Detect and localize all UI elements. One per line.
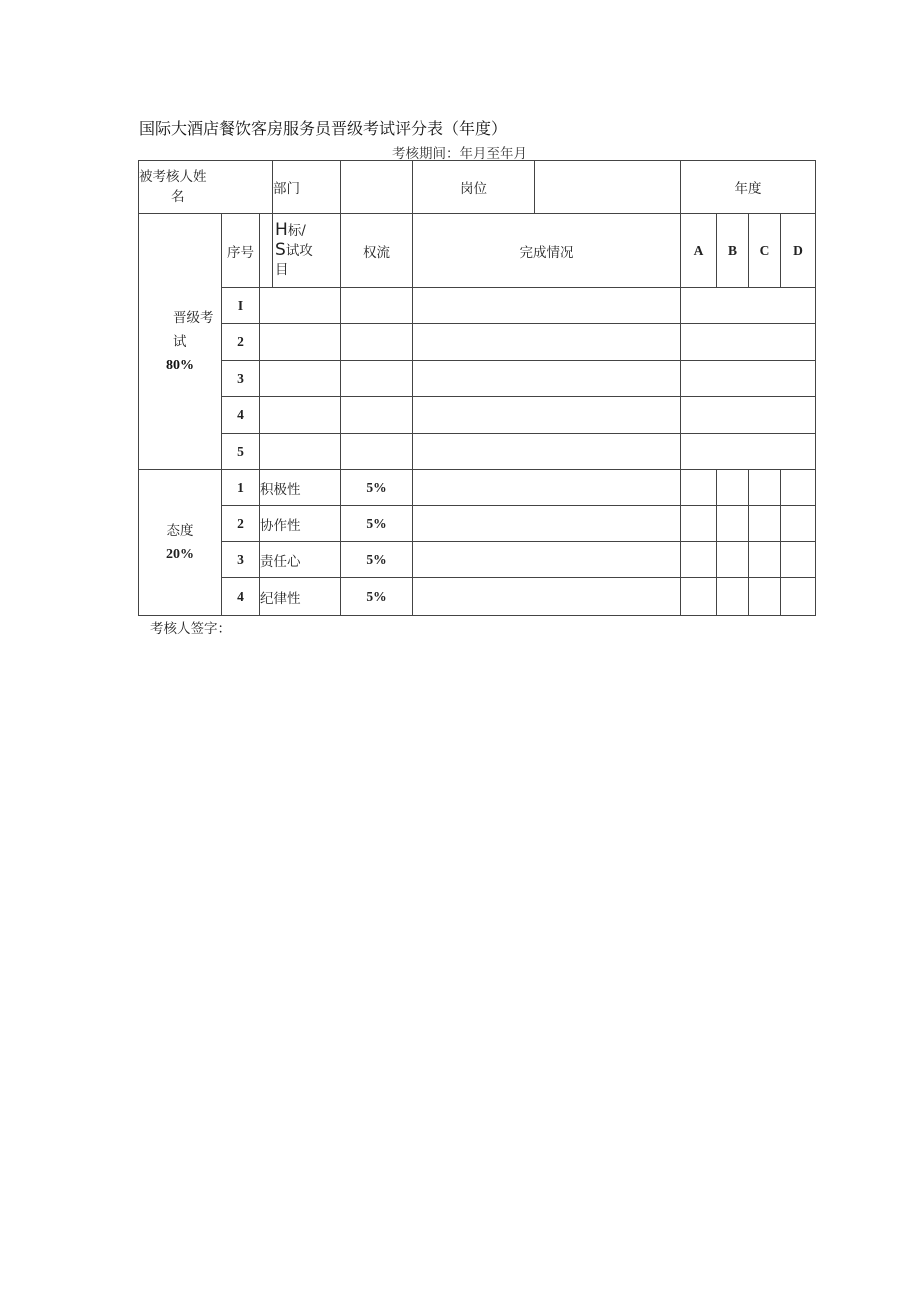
grade-a-cell[interactable] (681, 578, 717, 616)
attitude-seq: 3 (222, 542, 260, 578)
attitude-completion[interactable] (413, 578, 681, 616)
exam-weight[interactable] (341, 397, 413, 434)
grade-b-cell[interactable] (717, 578, 749, 616)
exam-row (139, 434, 816, 470)
exam-seq: 2 (222, 324, 260, 361)
attitude-seq: 1 (222, 470, 260, 506)
exam-weight[interactable] (341, 434, 413, 470)
completion-header (413, 214, 681, 288)
grade-c-cell[interactable] (749, 506, 781, 542)
column-header-row (139, 214, 816, 288)
exam-grade[interactable] (681, 288, 816, 324)
name-label-line1: 被考核人姓 (139, 169, 207, 185)
attitude-row (139, 578, 816, 616)
year-label (681, 161, 816, 214)
exam-completion[interactable] (413, 397, 681, 434)
attitude-item (260, 470, 341, 506)
grade-a-cell[interactable] (681, 506, 717, 542)
exam-completion[interactable] (413, 324, 681, 361)
exam-item[interactable] (260, 288, 341, 324)
seq-header (222, 214, 260, 288)
grade-c-cell[interactable] (749, 578, 781, 616)
exam-item[interactable] (260, 434, 341, 470)
exam-grade[interactable] (681, 397, 816, 434)
attitude-row (139, 470, 816, 506)
grade-a-header: A (681, 214, 717, 288)
grade-c-header: C (749, 214, 781, 288)
form-title: 国际大酒店餐饮客房服务员晋级考试评分表（年度） (139, 119, 508, 138)
attitude-row (139, 542, 816, 578)
grade-d-cell[interactable] (781, 506, 816, 542)
weight-header (341, 214, 413, 288)
attitude-seq: 4 (222, 578, 260, 616)
exam-percent: 80% (166, 357, 194, 373)
attitude-completion[interactable] (413, 470, 681, 506)
exam-row (139, 288, 816, 324)
assessor-signature-label: 考核人签字： (150, 621, 231, 637)
name-label-cell (139, 161, 273, 214)
item-header-line1: 标/ (287, 223, 306, 239)
attitude-weight: 5% (341, 506, 413, 542)
exam-item[interactable] (260, 324, 341, 361)
department-value[interactable] (341, 161, 413, 214)
header-row (139, 161, 816, 214)
attitude-item (260, 578, 341, 616)
attitude-weight: 5% (341, 542, 413, 578)
year-text: 年度 (734, 181, 762, 197)
exam-weight[interactable] (341, 361, 413, 397)
spacer-header (260, 214, 273, 288)
department-text: 部门 (273, 181, 301, 197)
department-label (273, 161, 341, 214)
attitude-percent: 20% (166, 546, 194, 562)
attitude-weight: 5% (341, 470, 413, 506)
attitude-seq: 2 (222, 506, 260, 542)
exam-row (139, 361, 816, 397)
grade-b-cell[interactable] (717, 506, 749, 542)
completion-header-text: 完成情况 (519, 244, 574, 261)
attitude-item-text: 积极性 (260, 481, 301, 498)
exam-row (139, 397, 816, 434)
position-text: 岗位 (460, 181, 488, 197)
grade-c-cell[interactable] (749, 542, 781, 578)
grade-c-cell[interactable] (749, 470, 781, 506)
exam-row (139, 324, 816, 361)
exam-completion[interactable] (413, 361, 681, 397)
grade-d-cell[interactable] (781, 470, 816, 506)
assessment-period: 考核期间：年月至年月 (392, 146, 527, 162)
exam-grade[interactable] (681, 434, 816, 470)
grade-d-header: D (781, 214, 816, 288)
weight-header-text: 权流 (363, 244, 391, 261)
exam-completion[interactable] (413, 288, 681, 324)
exam-category-cell (139, 214, 222, 470)
position-value[interactable] (535, 161, 681, 214)
grade-a-cell[interactable] (681, 470, 717, 506)
item-header-s: S (275, 240, 286, 260)
attitude-item-text: 责任心 (260, 553, 301, 570)
name-label-line2: 名 (171, 189, 185, 205)
exam-seq: 5 (222, 434, 260, 470)
exam-weight[interactable] (341, 288, 413, 324)
position-label (413, 161, 535, 214)
grade-a-cell[interactable] (681, 542, 717, 578)
attitude-item-text: 纪律性 (260, 590, 301, 607)
grade-d-cell[interactable] (781, 542, 816, 578)
exam-label-line1: 晋级考 (173, 309, 214, 326)
grade-b-header: B (717, 214, 749, 288)
attitude-item (260, 506, 341, 542)
seq-header-text: 序号 (227, 244, 254, 261)
item-header (273, 214, 341, 288)
exam-grade[interactable] (681, 324, 816, 361)
exam-weight[interactable] (341, 324, 413, 361)
attitude-completion[interactable] (413, 506, 681, 542)
exam-completion[interactable] (413, 434, 681, 470)
exam-grade[interactable] (681, 361, 816, 397)
attitude-label: 态度 (166, 522, 194, 539)
grade-b-cell[interactable] (717, 542, 749, 578)
evaluation-table (138, 160, 816, 616)
attitude-row (139, 506, 816, 542)
exam-seq: I (222, 288, 260, 324)
attitude-completion[interactable] (413, 542, 681, 578)
item-header-line2: 试攻 (285, 243, 313, 259)
exam-seq: 3 (222, 361, 260, 397)
item-header-h: H (275, 220, 288, 240)
attitude-item (260, 542, 341, 578)
attitude-category-cell (139, 470, 222, 616)
item-header-line3: 目 (275, 262, 289, 278)
exam-seq: 4 (222, 397, 260, 434)
exam-item[interactable] (260, 361, 341, 397)
attitude-weight: 5% (341, 578, 413, 616)
exam-item[interactable] (260, 397, 341, 434)
grade-b-cell[interactable] (717, 470, 749, 506)
exam-label-line2: 试 (173, 333, 187, 350)
attitude-item-text: 协作性 (260, 517, 301, 534)
grade-d-cell[interactable] (781, 578, 816, 616)
